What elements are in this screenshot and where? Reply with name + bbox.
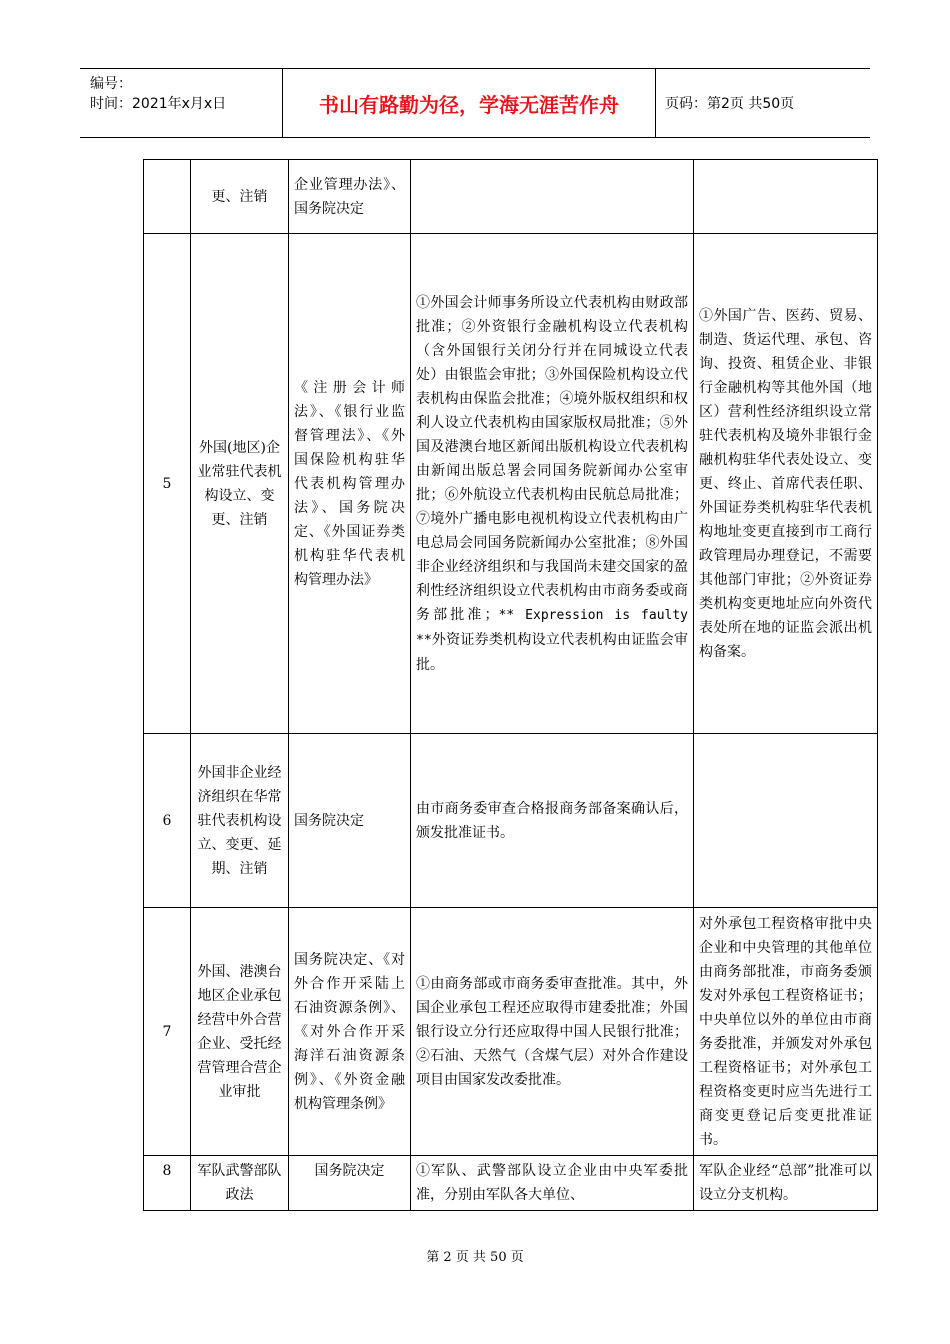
header-motto: 书山有路勤为径，学海无涯苦作舟 (282, 69, 656, 137)
row-basis: 企业管理办法》、国务院决定 (289, 160, 411, 234)
row-number (144, 160, 191, 234)
row-approval (411, 234, 694, 734)
header-page-info: 页码：第2页 共50页 (665, 96, 795, 112)
row-item: 外国(地区)企业常驻代表机构设立、变更、注销 (191, 234, 289, 734)
table-row (144, 734, 878, 908)
row-basis: 国务院决定、《对外合作开采陆上石油资源条例》、《对外合作开采海洋石油资源条例》、《外资金融机构管理条例》 (289, 908, 411, 1156)
page-footer: 第 2 页 共 50 页 (426, 1250, 524, 1265)
row-approval (411, 160, 694, 234)
number-label: 编号： (90, 76, 132, 92)
row-approval: ①军队、武警部队设立企业由中央军委批准，分别由军队各大单位、 (411, 1156, 694, 1211)
table-row (144, 160, 878, 234)
header-meta (80, 69, 282, 137)
approval-text-b: 外资证券类机构设立代表机构由证监会审批。 (416, 631, 688, 673)
row-item: 军队武警部队政法 (191, 1156, 289, 1211)
row-basis: 国务院决定 (289, 734, 411, 908)
table-row (144, 234, 878, 734)
row-notes (694, 734, 878, 908)
approval-error-text: ** Expression is faulty ** (416, 607, 688, 648)
page-header (80, 68, 870, 138)
table-row (144, 1156, 878, 1211)
row-number: 5 (144, 234, 191, 734)
row-number: 7 (144, 908, 191, 1156)
row-basis: 《注册会计师法》、《银行业监督管理法》、《外国保险机构驻华代表机构管理办法》、国务院决定、《外国证券类机构驻华代表机构管理办法》 (289, 234, 411, 734)
approval-text-a: ①外国会计师事务所设立代表机构由财政部批准；②外资银行金融机构设立代表机构（含外国银行关闭分行并在同城设立代表处）由银监会审批；③外国保险机构设立代表机构由保监会批准；④境外版权组织和权利人设立代表机构由国家版权局批准；⑤外国及港澳台地区新闻出版机构设立代表机构由新闻出版总署会同国务院新闻办公室审批；⑥外航设立代表机构由民航总局批准；⑦境外广播电影电视机构设立代表机构由广电总局会同国务院新闻办公室批准；⑧外国非企业经济组织和与我国尚未建交国家的盈利性经济组织设立代表机构由市商务委或商务部批准； (416, 294, 688, 623)
row-approval: ①由商务部或市商务委审查批准。其中，外国企业承包工程还应取得市建委批准；外国银行设立分行还应取得中国人民银行批准；②石油、天然气（含煤气层）对外合作建设项目由国家发改委批准。 (411, 908, 694, 1156)
row-item: 更、注销 (191, 160, 289, 234)
approval-table (143, 159, 878, 1211)
row-basis: 国务院决定 (289, 1156, 411, 1211)
row-notes: 对外承包工程资格审批中央企业和中央管理的其他单位由商务部批准，市商务委颁发对外承包工程资格证书；中央单位以外的单位由市商务委批准，并颁发对外承包工程资格证书；对外承包工程资格变更时应当先进行工商变更登记后变更批准证书。 (694, 908, 878, 1156)
row-notes: 军队企业经“总部”批准可以设立分支机构。 (694, 1156, 878, 1211)
row-approval: 由市商务委审查合格报商务部备案确认后，颁发批准证书。 (411, 734, 694, 908)
table-row (144, 908, 878, 1156)
time-label: 时间：2021年x月x日 (90, 96, 227, 112)
row-notes: ①外国广告、医药、贸易、制造、货运代理、承包、咨询、投资、租赁企业、非银行金融机构等其他外国（地区）营利性经济组织设立常驻代表机构及境外非银行金融机构驻华代表处设立、变更、终止、首席代表任职、外国证券类机构驻华代表机构地址变更直接到市工商行政管理局办理登记，不需要其他部门审批；②外资证券类机构变更地址应向外资代表处所在地的证监会派出机构备案。 (694, 234, 878, 734)
row-item: 外国非企业经济组织在华常驻代表机构设立、变更、延期、注销 (191, 734, 289, 908)
row-notes (694, 160, 878, 234)
row-number: 6 (144, 734, 191, 908)
row-item: 外国、港澳台地区企业承包经营中外合营企业、受托经营管理合营企业审批 (191, 908, 289, 1156)
row-number: 8 (144, 1156, 191, 1211)
